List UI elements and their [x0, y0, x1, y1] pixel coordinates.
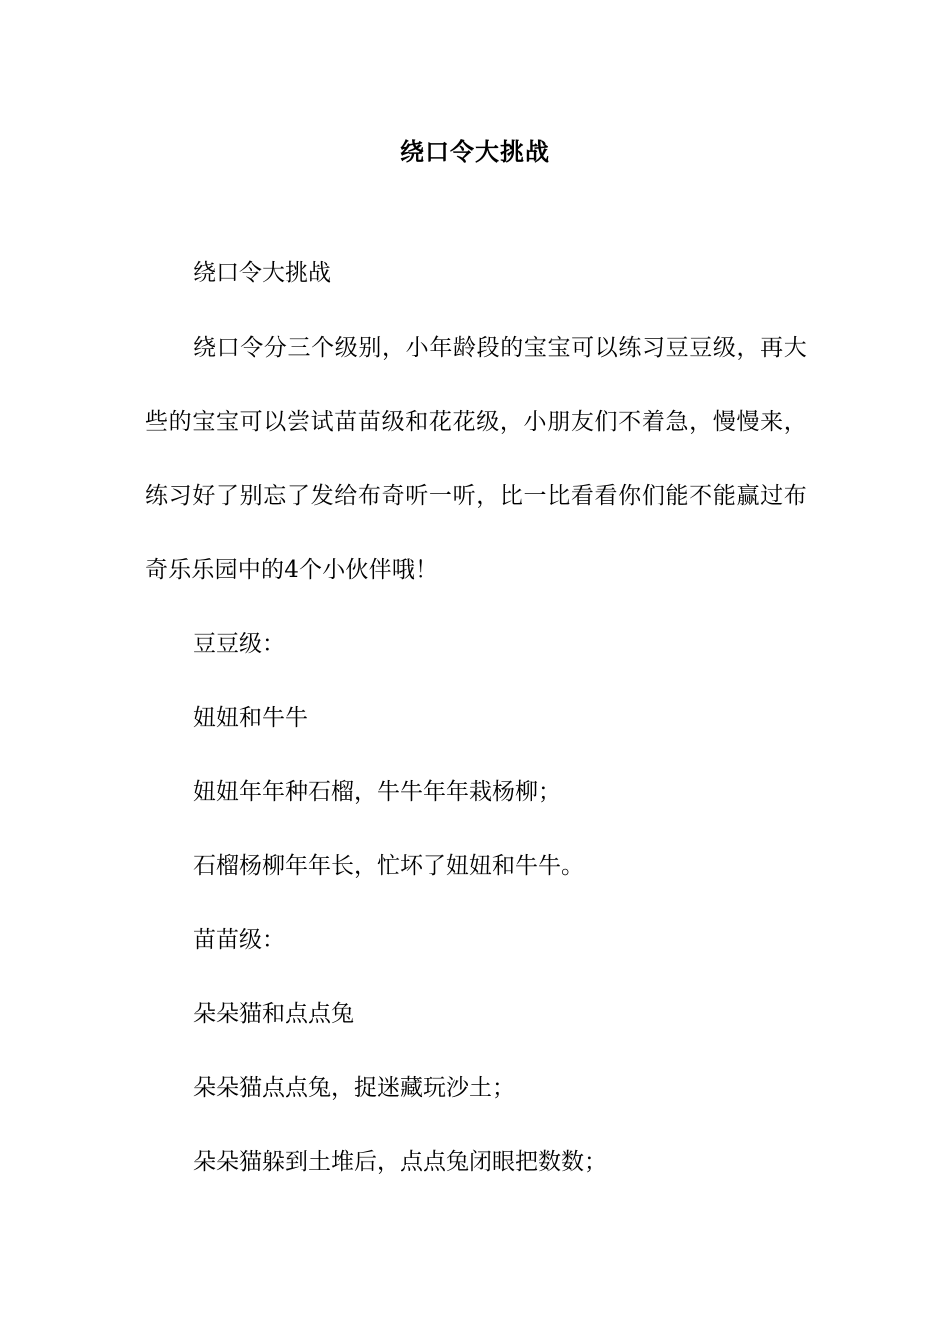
intro-paragraph: 绕口令分三个级别，小年龄段的宝宝可以练习豆豆级，再大些的宝宝可以尝试苗苗级和花花级，小朋友们不着急，慢慢来，练习好了别忘了发给布奇听一听，比一比看看你们能不能赢过布奇乐乐园中的4个小伙伴哦！ — [145, 335, 807, 583]
subtitle-paragraph: 绕口令大挑战 — [193, 260, 331, 286]
poem-title-niuniu: 妞妞和牛牛 — [193, 705, 308, 731]
poem-line: 石榴杨柳年年长，忙坏了妞妞和牛牛。 — [193, 853, 584, 879]
level-heading-miaomiao: 苗苗级： — [193, 927, 285, 953]
poem-line: 朵朵猫点点兔，捉迷藏玩沙土； — [193, 1075, 515, 1101]
document-body — [145, 255, 807, 1218]
level-heading-doudou: 豆豆级： — [193, 631, 285, 657]
poem-line: 朵朵猫躲到土堆后，点点兔闭眼把数数； — [193, 1149, 607, 1175]
poem-title-duoduo: 朵朵猫和点点兔 — [193, 1001, 354, 1027]
poem-line: 妞妞年年种石榴，牛牛年年栽杨柳； — [193, 779, 561, 805]
document-title: 绕口令大挑战 — [400, 137, 550, 166]
